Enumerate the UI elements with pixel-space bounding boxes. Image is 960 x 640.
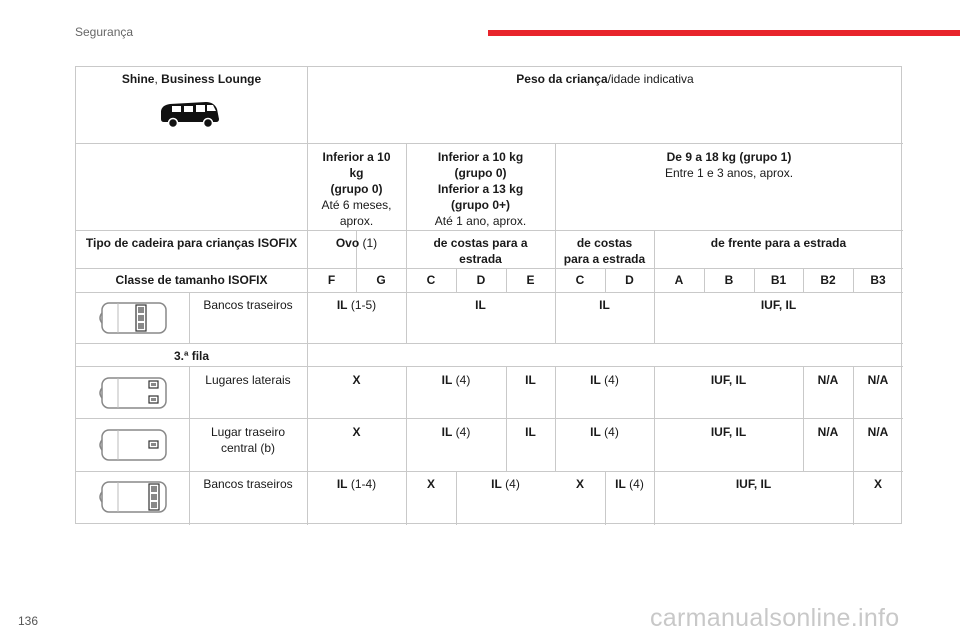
row2-group1: IUF, IL bbox=[760, 298, 797, 312]
size-class: D bbox=[625, 273, 634, 287]
central-c4: IL (4) bbox=[590, 425, 619, 439]
size-class: A bbox=[674, 273, 684, 287]
size-class: C bbox=[426, 273, 436, 287]
size-class: B3 bbox=[870, 273, 886, 287]
lateral-c7: N/A bbox=[867, 373, 889, 387]
row-divider bbox=[76, 418, 903, 419]
column-divider bbox=[406, 367, 407, 525]
central-c3: IL bbox=[525, 425, 536, 439]
seat-plan-row2-icon bbox=[96, 299, 172, 337]
row-divider bbox=[76, 143, 903, 144]
group-0plus-header: Inferior a 10 kg (grupo 0) Inferior a 13 kg (grupo 0+) Até 1 ano, aprox. bbox=[434, 150, 527, 228]
row-label: Bancos traseiros bbox=[203, 477, 293, 491]
seat-plan-central-icon bbox=[96, 426, 172, 464]
van-side-icon bbox=[158, 97, 222, 129]
rear-c4: X bbox=[575, 477, 584, 491]
column-divider bbox=[307, 67, 308, 525]
vehicle-title: Shine, Business Lounge bbox=[121, 72, 262, 86]
lateral-c6: N/A bbox=[817, 373, 839, 387]
row-divider bbox=[76, 343, 903, 344]
central-c7: N/A bbox=[867, 425, 889, 439]
row-divider bbox=[76, 268, 903, 269]
group-1-header: De 9 a 18 kg (grupo 1) Entre 1 e 3 anos, aprox. bbox=[664, 150, 794, 180]
seat-type-forward-facing: de frente para a estrada bbox=[710, 236, 847, 250]
lateral-c4: IL (4) bbox=[590, 373, 619, 387]
row-label: Lugares laterais bbox=[205, 373, 291, 387]
size-class: G bbox=[376, 273, 386, 287]
rear-c3: IL (4) bbox=[491, 477, 520, 491]
row-divider bbox=[76, 230, 903, 231]
lateral-c1: X bbox=[352, 373, 361, 387]
lateral-c5: IUF, IL bbox=[710, 373, 747, 387]
seat-plan-rear-icon bbox=[96, 478, 172, 516]
rear-c2: X bbox=[426, 477, 435, 491]
row-divider bbox=[76, 471, 903, 472]
size-class: E bbox=[526, 273, 535, 287]
central-c1: X bbox=[352, 425, 361, 439]
rear-c5: IL (4) bbox=[615, 477, 644, 491]
row-label: Lugar traseiro central (b) bbox=[210, 425, 286, 455]
isofix-table bbox=[75, 66, 902, 524]
central-c6: N/A bbox=[817, 425, 839, 439]
lateral-c2: IL (4) bbox=[441, 373, 471, 387]
row2-group0: IL (1-5) bbox=[336, 298, 377, 312]
size-class-label: Classe de tamanho ISOFIX bbox=[115, 273, 268, 287]
row-label: Bancos traseiros bbox=[203, 298, 293, 312]
size-class: D bbox=[476, 273, 486, 287]
size-class: B1 bbox=[770, 273, 787, 287]
size-class: B2 bbox=[820, 273, 836, 287]
seat-type-label: Tipo de cadeira para crianças ISOFIX bbox=[85, 236, 298, 250]
section-accent-bar bbox=[488, 30, 960, 36]
row2-group0plus-b: IL bbox=[599, 298, 610, 312]
seat-plan-lateral-icon bbox=[96, 374, 172, 412]
page-number: 136 bbox=[18, 614, 39, 628]
central-c5: IUF, IL bbox=[710, 425, 747, 439]
seat-type-rear-facing-1: de costas para a estrada bbox=[433, 236, 528, 266]
group-0-header: Inferior a 10 kg (grupo 0) Até 6 meses, aprox. bbox=[321, 150, 392, 228]
size-class: B bbox=[724, 273, 734, 287]
lateral-c3: IL bbox=[525, 373, 536, 387]
rear-c1: IL (1-4) bbox=[336, 477, 377, 491]
row-divider bbox=[76, 292, 903, 293]
section-title: Segurança bbox=[75, 25, 134, 39]
column-divider bbox=[654, 367, 655, 525]
row2-group0plus-a: IL bbox=[475, 298, 486, 312]
watermark: carmanualsonline.info bbox=[650, 604, 900, 632]
rear-c7: X bbox=[873, 477, 882, 491]
seat-type-rear-facing-2: de costas para a estrada bbox=[563, 236, 646, 266]
seat-type-ovo: Ovo (1) bbox=[335, 236, 378, 250]
size-class: F bbox=[327, 273, 336, 287]
weight-title: Peso da criança/idade indicativa bbox=[516, 72, 694, 86]
rear-c6: IUF, IL bbox=[735, 477, 772, 491]
third-row-label: 3.ª fila bbox=[173, 349, 210, 363]
size-class: C bbox=[575, 273, 585, 287]
central-c2: IL (4) bbox=[441, 425, 471, 439]
row-divider bbox=[76, 366, 903, 367]
